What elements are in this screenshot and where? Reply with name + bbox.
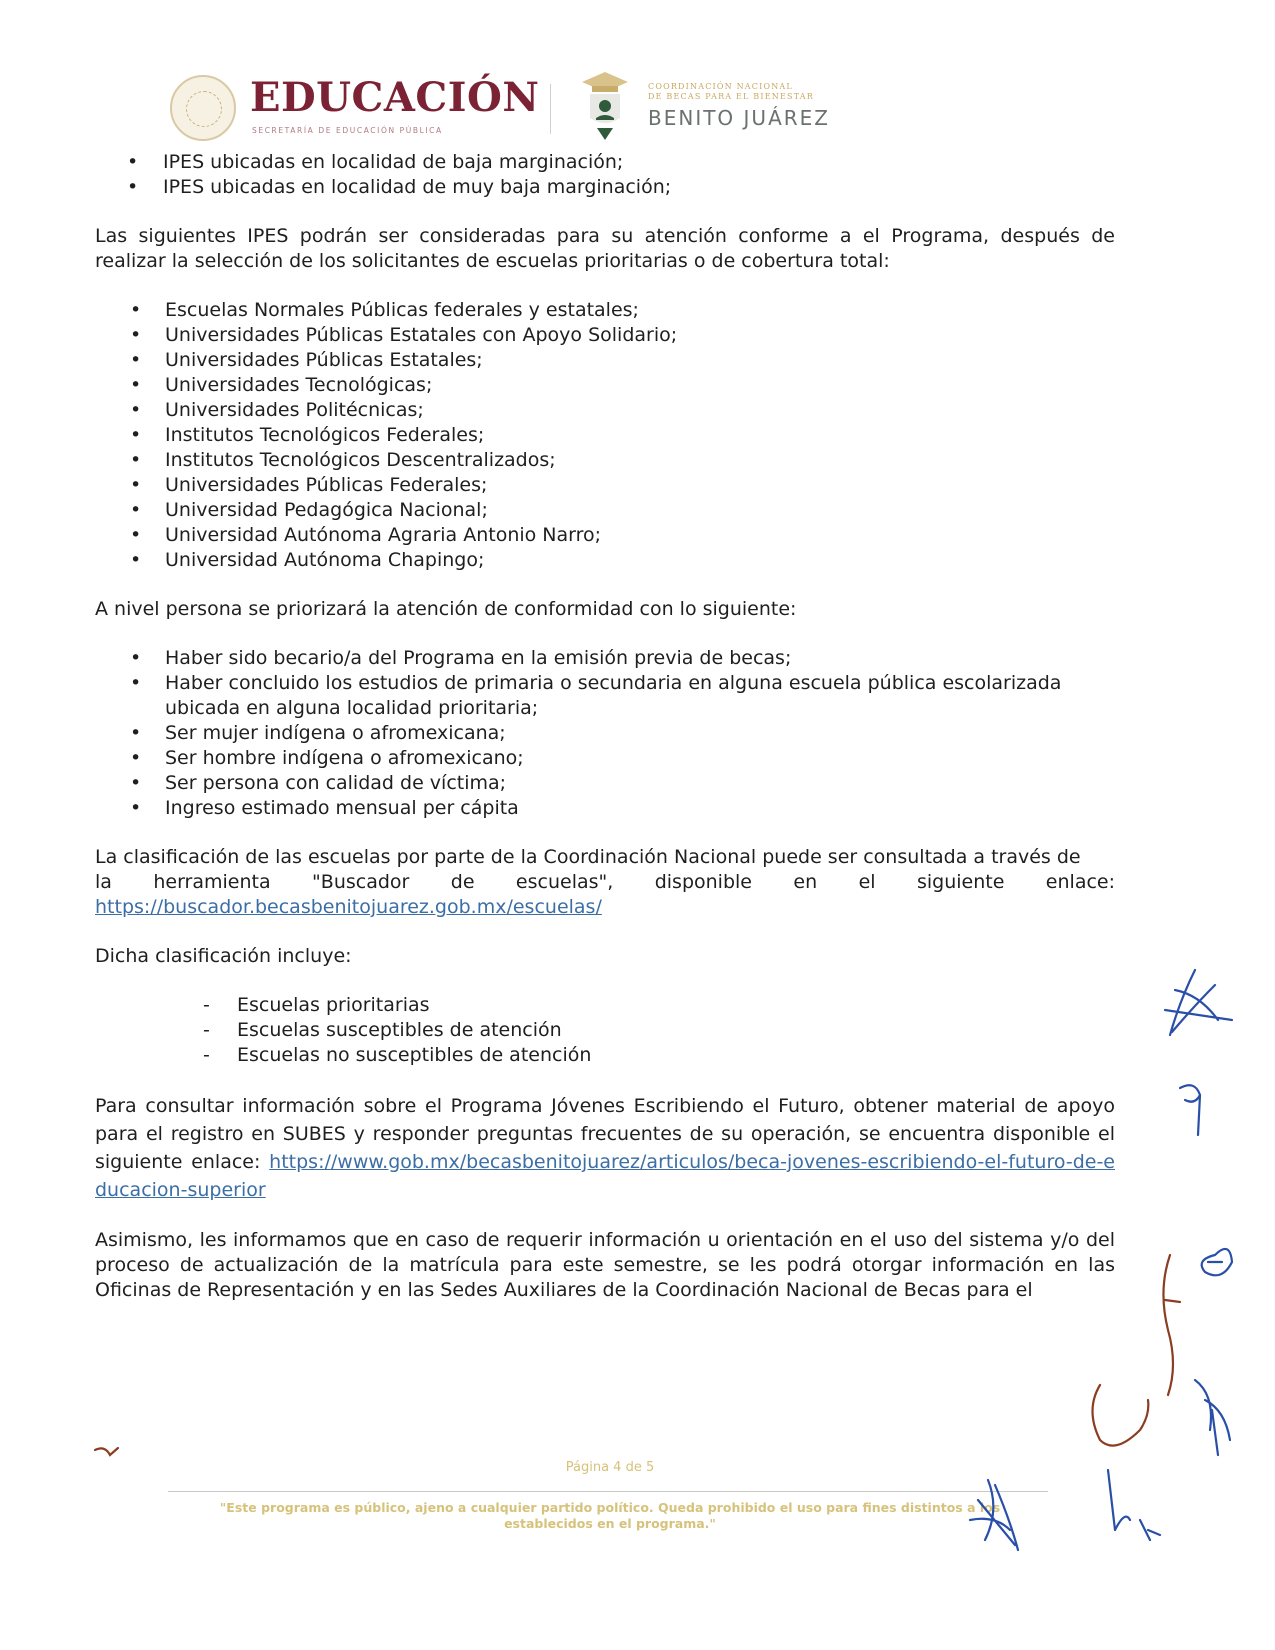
marginacion-list	[95, 150, 1115, 200]
becas-caption-line2: DE BECAS PARA EL BIENESTAR	[648, 92, 815, 101]
initial-mark-icon	[1195, 1380, 1230, 1455]
ipes-list	[95, 298, 1115, 573]
list-item: • Escuelas Normales Públicas federales y estatales;	[95, 298, 1115, 323]
footer-divider	[168, 1491, 1048, 1492]
page-number: Página 4 de 5	[565, 1460, 655, 1475]
list-item: • Universidades Politécnicas;	[95, 398, 1115, 423]
list-item: • Ser hombre indígena o afromexicano;	[95, 746, 1115, 771]
list-item: • Ser mujer indígena o afromexicana;	[95, 721, 1115, 746]
signature-icon	[1093, 1385, 1149, 1446]
list-item: • Universidades Tecnológicas;	[95, 373, 1115, 398]
paragraph-jovenes	[95, 1092, 1115, 1204]
initial-mark-icon	[1165, 970, 1232, 1035]
document-body	[95, 150, 1115, 1303]
list-item: • Universidades Públicas Estatales;	[95, 348, 1115, 373]
paragraph-ipes: Las siguientes IPES podrán ser consideradas para su atención conforme a el Programa, después de realizar la selección de los solicitantes de escuelas prioritarias o de cobertura total:	[95, 225, 1115, 272]
header-divider	[550, 84, 551, 134]
buscador-link[interactable]: https://buscador.becasbenitojuarez.gob.mx/escuelas/	[95, 896, 602, 918]
list-item: - Escuelas prioritarias	[95, 993, 1115, 1018]
clasificacion-list	[95, 993, 1115, 1068]
clasificacion-line2: la herramienta "Buscador de escuelas", disponible en el siguiente enlace:	[95, 871, 1115, 893]
list-item: • Institutos Tecnológicos Federales;	[95, 423, 1115, 448]
initial-mark-icon	[1202, 1249, 1232, 1275]
list-item: • Ingreso estimado mensual per cápita	[95, 796, 1115, 821]
signature-icon	[1108, 1470, 1160, 1540]
list-item: • Universidades Públicas Estatales con Apoyo Solidario;	[95, 323, 1115, 348]
signature-icon	[1163, 1255, 1180, 1395]
graduation-cap-logo-icon	[580, 70, 630, 142]
list-item: - Escuelas susceptibles de atención	[95, 1018, 1115, 1043]
list-item: • Universidad Autónoma Chapingo;	[95, 548, 1115, 573]
clasificacion-line1: La clasificación de las escuelas por parte de la Coordinación Nacional puede ser consultada a través de	[95, 846, 1081, 868]
footer-disclaimer: "Este programa es público, ajeno a cualquier partido político. Queda prohibido el uso para fines distintos a los establecidos en el programa."	[219, 1500, 1001, 1531]
list-item: - Escuelas no susceptibles de atención	[95, 1043, 1115, 1068]
education-logo-subtitle: SECRETARÍA DE EDUCACIÓN PÚBLICA	[252, 126, 443, 135]
becas-logo-name: BENITO JUÁREZ	[648, 106, 830, 130]
list-item: • Haber concluido los estudios de primaria o secundaria en alguna escuela pública escolarizada ubicada en alguna localidad prioritaria;	[95, 671, 1115, 721]
signature-icon	[95, 1448, 118, 1455]
list-item: • IPES ubicadas en localidad de baja marginación;	[95, 150, 1115, 175]
becas-logo-caption	[648, 82, 814, 102]
paragraph-clasificacion	[95, 845, 1115, 920]
persona-list	[95, 646, 1115, 821]
list-item: • Universidades Públicas Federales;	[95, 473, 1115, 498]
education-logo-title: EDUCACIÓN	[250, 74, 540, 121]
paragraph-incluye: Dicha clasificación incluye:	[95, 945, 352, 967]
letterhead	[170, 70, 870, 150]
becas-caption-line1: COORDINACIÓN NACIONAL	[648, 82, 793, 91]
jovenes-link[interactable]: https://www.gob.mx/becasbenitojuarez/articulos/beca-jovenes-escribiendo-el-futuro-de-educacion-superior	[95, 1151, 1115, 1201]
list-item: • Haber sido becario/a del Programa en la emisión previa de becas;	[95, 646, 1115, 671]
list-item: • Universidad Autónoma Agraria Antonio Narro;	[95, 523, 1115, 548]
list-item: • Institutos Tecnológicos Descentralizados;	[95, 448, 1115, 473]
list-item: • Ser persona con calidad de víctima;	[95, 771, 1115, 796]
paragraph-persona: A nivel persona se priorizará la atención de conformidad con lo siguiente:	[95, 598, 797, 620]
national-seal-icon	[170, 75, 236, 141]
initial-mark-icon	[1180, 1085, 1200, 1135]
list-item: • IPES ubicadas en localidad de muy baja marginación;	[95, 175, 1115, 200]
list-item: • Universidad Pedagógica Nacional;	[95, 498, 1115, 523]
jovenes-text: Para consultar información sobre el Programa Jóvenes Escribiendo el Futuro, obtener material de apoyo para el registro en SUBES y responder preguntas frecuentes de su operación, se encuentra disponible el siguiente enlace:	[95, 1095, 1115, 1173]
paragraph-asimismo: Asimismo, les informamos que en caso de requerir información u orientación en el uso del sistema y/o del proceso de actualización de la matrícula para este semestre, se les podrá otorgar información en las Oficinas de Representación y en las Sedes Auxiliares de la Coordinación Nacional de Becas para el	[95, 1229, 1115, 1301]
